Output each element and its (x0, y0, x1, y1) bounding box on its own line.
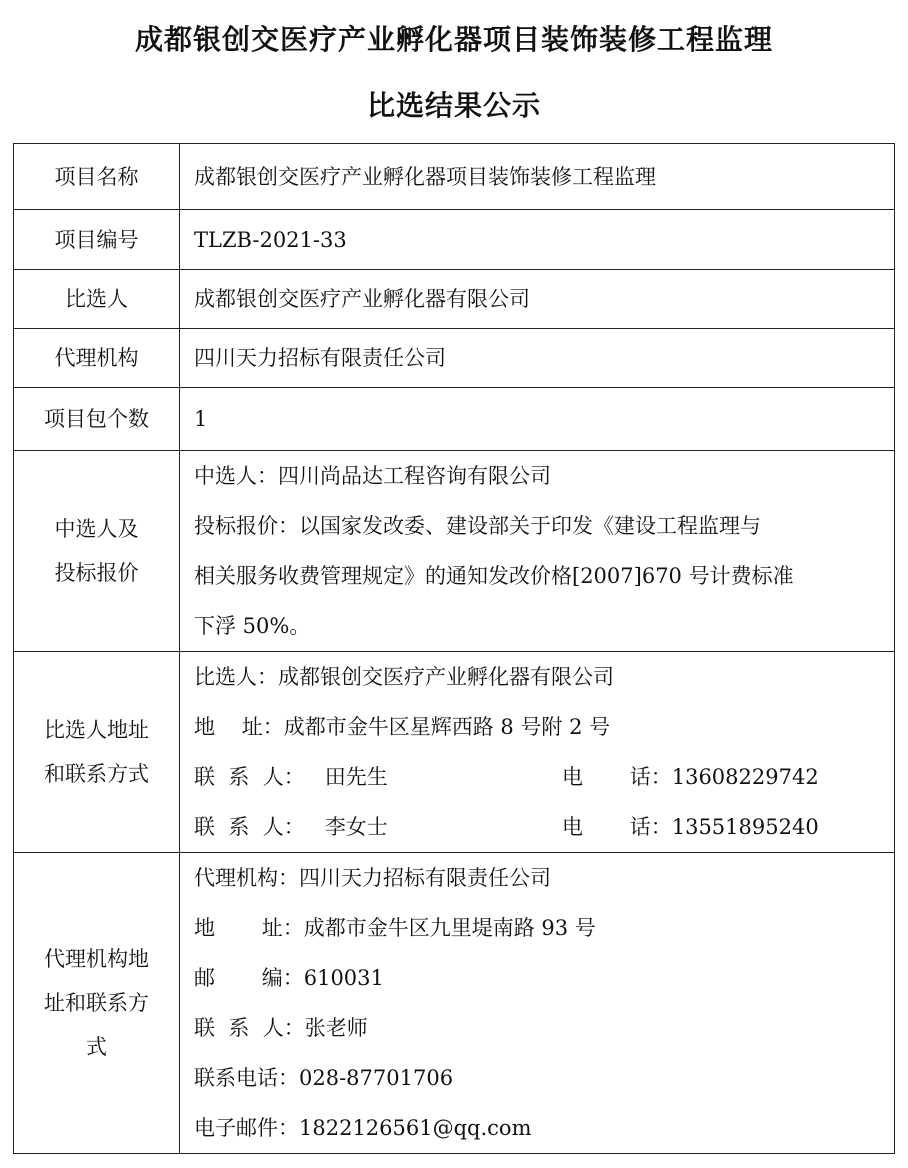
agency-contact-label-line-1: 代理机构地 (44, 947, 149, 971)
contact-row-1 (194, 752, 884, 802)
agency-postcode-line: 邮 编：610031 (194, 966, 384, 990)
row-winner (14, 451, 895, 652)
winner-label-line-2: 投标报价 (54, 561, 139, 585)
announcement-table (13, 143, 895, 1154)
winner-value (180, 451, 895, 652)
agency-email-line: 电子邮件：1822126561@qq.com (194, 1116, 532, 1140)
project-number-value: TLZB-2021-33 (180, 210, 895, 270)
selector-value: 成都银创交医疗产业孵化器有限公司 (180, 270, 895, 329)
package-count-value: 1 (180, 388, 895, 451)
agency-address-line: 地 址：成都市金牛区九里堤南路 93 号 (194, 916, 596, 940)
agency-value: 四川天力招标有限责任公司 (180, 329, 895, 388)
agency-name-line: 代理机构：四川天力招标有限责任公司 (194, 866, 551, 890)
selector-contact-label (14, 652, 180, 853)
row-agency (14, 329, 895, 388)
winner-name-line: 中选人：四川尚品达工程咨询有限公司 (194, 464, 551, 488)
agency-label: 代理机构 (14, 329, 180, 388)
row-package-count (14, 388, 895, 451)
selector-contact-value (180, 652, 895, 853)
contact-person-1: 联 系 人： 田先生 (194, 765, 388, 789)
title-line-2: 比选结果公示 (366, 89, 541, 122)
selector-contact-label-line-1: 比选人地址 (44, 718, 149, 742)
agency-phone-line: 联系电话：028-87701706 (194, 1066, 454, 1090)
project-name-value: 成都银创交医疗产业孵化器项目装饰装修工程监理 (180, 144, 895, 210)
bid-quote-line-2: 相关服务收费管理规定》的通知发改价格[2007]670 号计费标准 (194, 564, 794, 588)
winner-label-line-1: 中选人及 (54, 517, 139, 541)
winner-label (14, 451, 180, 652)
selector-contact-label-line-2: 和联系方式 (44, 762, 149, 786)
agency-contact-person-line: 联 系 人：张老师 (194, 1016, 368, 1040)
package-count-label: 项目包个数 (14, 388, 180, 451)
selector-address-line: 地 址：成都市金牛区星辉西路 8 号附 2 号 (194, 715, 611, 739)
title-line-1: 成都银创交医疗产业孵化器项目装饰装修工程监理 (134, 23, 773, 56)
bid-quote-line-3: 下浮 50%。 (194, 614, 311, 638)
contact-phone-2: 电 话：13551895240 (562, 815, 819, 839)
row-agency-contact (14, 853, 895, 1154)
agency-contact-label (14, 853, 180, 1154)
row-project-name (14, 144, 895, 210)
contact-person-2: 联 系 人： 李女士 (194, 815, 388, 839)
agency-contact-label-line-3: 式 (86, 1035, 107, 1059)
selector-label: 比选人 (14, 270, 180, 329)
bid-quote-line-1: 投标报价：以国家发改委、建设部关于印发《建设工程监理与 (194, 514, 761, 538)
selector-name-line: 比选人：成都银创交医疗产业孵化器有限公司 (194, 665, 614, 689)
row-project-number (14, 210, 895, 270)
agency-contact-label-line-2: 址和联系方 (44, 991, 149, 1015)
row-selector-contact (14, 652, 895, 853)
contact-phone-1: 电 话：13608229742 (562, 765, 819, 789)
agency-contact-value (180, 853, 895, 1154)
project-number-label: 项目编号 (14, 210, 180, 270)
contact-row-2 (194, 802, 884, 852)
row-selector (14, 270, 895, 329)
project-name-label: 项目名称 (14, 144, 180, 210)
